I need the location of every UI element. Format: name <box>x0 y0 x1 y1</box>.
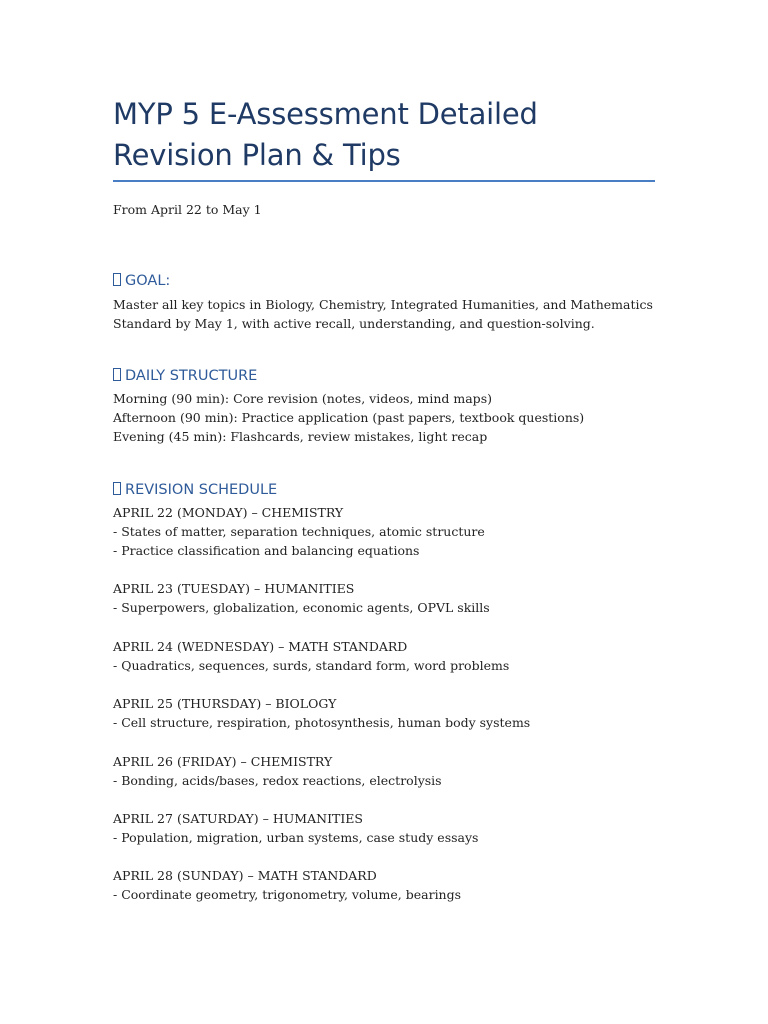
daily-structure-heading <box>113 366 257 386</box>
day-title: APRIL 22 (MONDAY) – CHEMISTRY <box>113 505 344 520</box>
missing-glyph-icon <box>113 482 121 495</box>
goal-line: Standard by May 1, with active recall, understanding, and question-solving. <box>113 316 595 331</box>
missing-glyph-icon <box>113 368 121 381</box>
day-item: - Coordinate geometry, trigonometry, volume, bearings <box>113 887 462 902</box>
schedule-day <box>113 503 485 560</box>
missing-glyph-icon <box>113 273 121 286</box>
day-item: - Cell structure, respiration, photosynthesis, human body systems <box>113 715 531 730</box>
day-title: APRIL 27 (SATURDAY) – HUMANITIES <box>113 811 363 826</box>
schedule-day <box>113 637 509 675</box>
schedule-day <box>113 579 490 617</box>
day-item: - Superpowers, globalization, economic agents, OPVL skills <box>113 600 490 615</box>
daily-structure-line: Evening (45 min): Flashcards, review mistakes, light recap <box>113 429 488 444</box>
day-title: APRIL 24 (WEDNESDAY) – MATH STANDARD <box>113 639 408 654</box>
daily-structure-line: Morning (90 min): Core revision (notes, videos, mind maps) <box>113 391 492 406</box>
title-underline <box>113 180 655 182</box>
goal-heading <box>113 271 170 291</box>
revision-schedule-heading <box>113 480 277 500</box>
day-title: APRIL 28 (SUNDAY) – MATH STANDARD <box>113 868 377 883</box>
day-item: - Bonding, acids/bases, redox reactions, electrolysis <box>113 773 442 788</box>
revision-schedule-heading-label: REVISION SCHEDULE <box>125 482 278 498</box>
schedule-day <box>113 694 530 732</box>
document-title: MYP 5 E-Assessment Detailed Revision Plan & Tips <box>113 97 538 172</box>
day-item: - Population, migration, urban systems, case study essays <box>113 830 479 845</box>
schedule-day <box>113 752 442 790</box>
daily-structure-heading-label: DAILY STRUCTURE <box>125 368 258 384</box>
day-title: APRIL 23 (TUESDAY) – HUMANITIES <box>113 581 355 596</box>
schedule-day <box>113 866 461 904</box>
daily-structure-line: Afternoon (90 min): Practice application (past papers, textbook questions) <box>113 410 585 425</box>
day-item: - States of matter, separation techniques, atomic structure <box>113 524 485 539</box>
day-item: - Practice classification and balancing equations <box>113 543 420 558</box>
day-title: APRIL 26 (FRIDAY) – CHEMISTRY <box>113 754 333 769</box>
goal-line: Master all key topics in Biology, Chemistry, Integrated Humanities, and Mathematics <box>113 297 653 312</box>
date-range: From April 22 to May 1 <box>113 202 262 217</box>
day-item: - Quadratics, sequences, surds, standard form, word problems <box>113 658 510 673</box>
schedule-day <box>113 809 478 847</box>
day-title: APRIL 25 (THURSDAY) – BIOLOGY <box>113 696 337 711</box>
goal-heading-label: GOAL: <box>125 273 171 289</box>
